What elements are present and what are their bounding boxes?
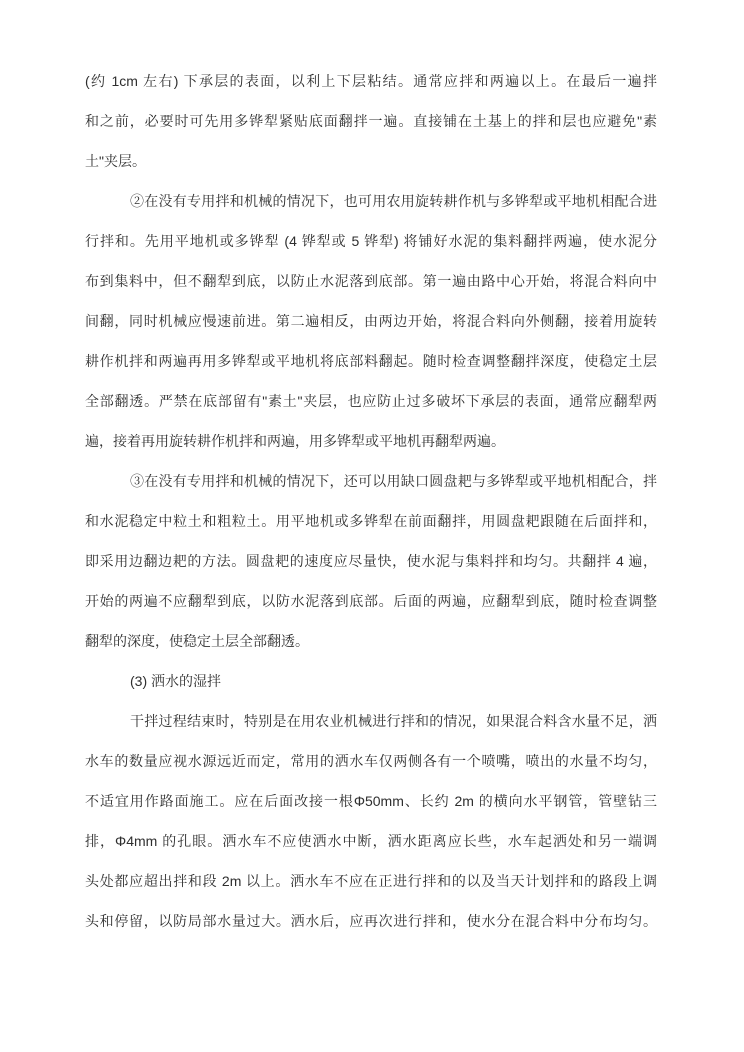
text-line: 开始的两遍不应翻犁到底，以防水泥落到底部。后面的两遍，应翻犁到底，随时检查调整: [85, 593, 657, 609]
paragraph-method-2-rotary-tiller: [85, 181, 657, 461]
text-line: 遍，接着再用旋转耕作机拌和两遍，用多铧犁或平地机再翻犁两遍。: [85, 433, 505, 449]
text-line: 和水泥稳定中粒土和粗粒土。用平地机或多铧犁在前面翻拌，用圆盘耙跟随在后面拌和，: [85, 513, 657, 529]
paragraph-method-3-disc-harrow: [85, 461, 657, 661]
text-line: (约 1cm 左右) 下承层的表面，以利上下层粘结。通常应拌和两遍以上。在最后一遍拌: [85, 73, 657, 89]
paragraph-wet-mixing-watering: [85, 701, 657, 941]
text-line: 头处都应超出拌和段 2m 以上。洒水车不应在正进行拌和的以及当天计划拌和的路段上调: [85, 873, 657, 889]
document-body: [85, 61, 657, 941]
text-line: 水车的数量应视水源远近而定，常用的洒水车仅两侧各有一个喷嘴，喷出的水量不均匀，: [85, 753, 657, 769]
text-line: 即采用边翻边耙的方法。圆盘耙的速度应尽量快，使水泥与集料拌和均匀。共翻拌 4 遍，: [85, 553, 657, 569]
text-line: 耕作机拌和两遍再用多铧犁或平地机将底部料翻起。随时检查调整翻拌深度，使稳定土层: [85, 353, 657, 369]
text-line: 头和停留，以防局部水量过大。洒水后，应再次进行拌和，使水分在混合料中分布均匀。: [85, 913, 657, 929]
text-line: ②在没有专用拌和机械的情况下，也可用农用旋转耕作机与多铧犁或平地机相配合进: [130, 193, 657, 209]
continued-paragraph-surface-bonding: [85, 61, 657, 181]
text-line: 间翻，同时机械应慢速前进。第二遍相反，由两边开始，将混合料向外侧翻，接着用旋转: [85, 313, 657, 329]
text-line: 干拌过程结束时，特别是在用农业机械进行拌和的情况，如果混合料含水量不足，洒: [130, 713, 657, 729]
text-line: 行拌和。先用平地机或多铧犁 (4 铧犁或 5 铧犁) 将铺好水泥的集料翻拌两遍，使水泥分: [85, 233, 657, 249]
text-line: 全部翻透。严禁在底部留有"素土"夹层，也应防止过多破坏下承层的表面，通常应翻犁两: [85, 393, 657, 409]
text-line: 翻犁的深度，使稳定土层全部翻透。: [85, 633, 309, 649]
text-line: 排，Φ4mm 的孔眼。洒水车不应使洒水中断，洒水距离应长些，水车起洒处和另一端调: [85, 833, 657, 849]
text-line: ③在没有专用拌和机械的情况下，还可以用缺口圆盘耙与多铧犁或平地机相配合，拌: [130, 473, 657, 489]
text-line: 布到集料中，但不翻犁到底，以防止水泥落到底部。第一遍由路中心开始，将混合料向中: [85, 273, 657, 289]
text-line: 和之前，必要时可先用多铧犁紧贴底面翻拌一遍。直接铺在土基上的拌和层也应避免"素: [85, 113, 657, 129]
text-line: 土"夹层。: [85, 153, 146, 169]
heading-wet-mixing: [85, 661, 657, 701]
text-line: (3) 洒水的湿拌: [130, 673, 221, 689]
text-line: 不适宜用作路面施工。应在后面改接一根Φ50mm、长约 2m 的横向水平钢管，管壁钻三: [85, 793, 657, 809]
